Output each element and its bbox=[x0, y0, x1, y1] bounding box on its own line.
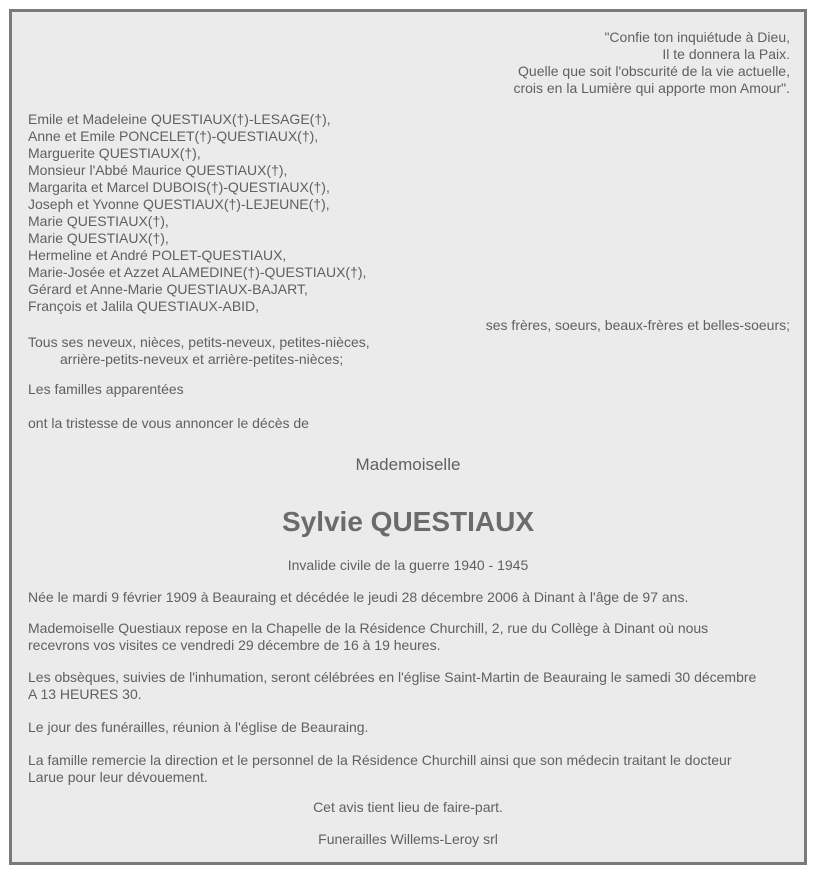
deceased-subtitle: Invalide civile de la guerre 1940 - 1945 bbox=[287, 557, 529, 573]
rest-line: Mademoiselle Questiaux repose en la Chapelle de la Résidence Churchill, 2, rue du Collège à Dinant où nous bbox=[28, 620, 709, 636]
rest-paragraph bbox=[28, 620, 798, 654]
family-member: Anne et Emile PONCELET(†)-QUESTIAUX(†), bbox=[28, 128, 319, 144]
family-member: Marguerite QUESTIAUX(†), bbox=[28, 145, 201, 161]
meeting-text: Le jour des funérailles, réunion à l'église de Beauraing. bbox=[28, 719, 369, 735]
quote-line: crois en la Lumière qui apporte mon Amour". bbox=[513, 80, 790, 96]
quote-line: Quelle que soit l'obscurité de la vie actuelle, bbox=[518, 63, 790, 79]
funeral-home: Funerailles Willems-Leroy srl bbox=[318, 831, 498, 847]
family-member: Marie-Josée et Azzet ALAMEDINE(†)-QUESTIAUX(†), bbox=[28, 264, 367, 280]
thanks-paragraph bbox=[28, 752, 798, 786]
funeral-paragraph bbox=[28, 669, 798, 703]
nephews-line: arrière-petits-neveux et arrière-petites-nièces; bbox=[60, 351, 344, 367]
family-member: Marie QUESTIAUX(†), bbox=[28, 213, 169, 229]
family-member: François et Jalila QUESTIAUX-ABID, bbox=[28, 298, 260, 314]
notice-text: Cet avis tient lieu de faire-part. bbox=[313, 799, 503, 815]
quote-line: "Confie ton inquiétude à Dieu, bbox=[604, 29, 790, 45]
thanks-line: La famille remercie la direction et le personnel de la Résidence Churchill ainsi que son médecin traitant le docteur bbox=[28, 752, 732, 768]
thanks-line: Larue pour leur dévouement. bbox=[28, 769, 208, 785]
family-member: Margarita et Marcel DUBOIS(†)-QUESTIAUX(†), bbox=[28, 179, 330, 195]
funeral-line: A 13 HEURES 30. bbox=[28, 686, 142, 702]
rest-line: recevrons vos visites ce vendredi 29 décembre de 16 à 19 heures. bbox=[28, 637, 441, 653]
family-relation: ses frères, soeurs, beaux-frères et belles-soeurs; bbox=[485, 317, 790, 333]
family-members-list bbox=[28, 111, 366, 315]
nephews-block bbox=[28, 334, 370, 368]
related-families: Les familles apparentées bbox=[28, 381, 184, 397]
quote-line: Il te donnera la Paix. bbox=[662, 46, 790, 62]
funeral-line: Les obsèques, suivies de l'inhumation, seront célébrées en l'église Saint-Martin de Beauraing le samedi 30 décembre bbox=[28, 669, 757, 685]
deceased-name: Sylvie QUESTIAUX bbox=[281, 506, 535, 537]
family-member: Emile et Madeleine QUESTIAUX(†)-LESAGE(†), bbox=[28, 111, 331, 127]
epigraph-quote bbox=[513, 29, 790, 97]
announcement-text: ont la tristesse de vous annoncer le décès de bbox=[28, 415, 309, 431]
family-member: Monsieur l'Abbé Maurice QUESTIAUX(†), bbox=[28, 162, 288, 178]
deceased-title: Mademoiselle bbox=[355, 455, 461, 474]
nephews-line: Tous ses neveux, nièces, petits-neveux, petites-nièces, bbox=[28, 334, 370, 350]
family-member: Hermeline et André POLET-QUESTIAUX, bbox=[28, 247, 287, 263]
family-member: Marie QUESTIAUX(†), bbox=[28, 230, 169, 246]
birth-death-text: Née le mardi 9 février 1909 à Beauraing et décédée le jeudi 28 décembre 2006 à Dinant à l'âge de 97 ans. bbox=[28, 589, 689, 605]
family-member: Joseph et Yvonne QUESTIAUX(†)-LEJEUNE(†), bbox=[28, 196, 330, 212]
death-notice-card bbox=[9, 9, 807, 865]
family-member: Gérard et Anne-Marie QUESTIAUX-BAJART, bbox=[28, 281, 308, 297]
